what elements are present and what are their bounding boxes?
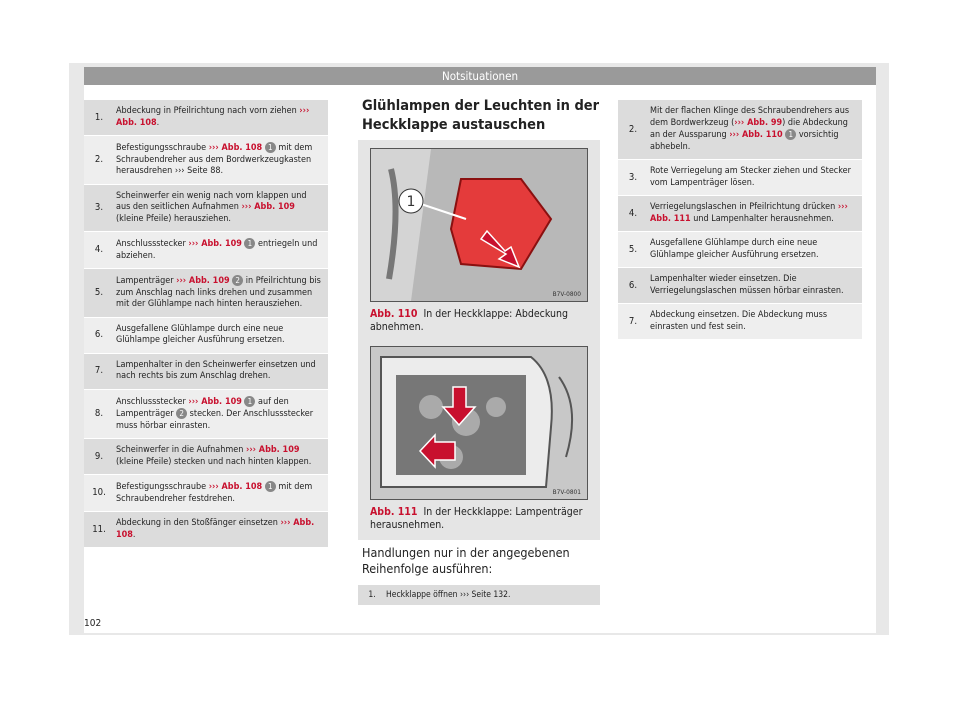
step-text-fragment: mit dem Schraubendreher aus dem Bordwerkzeugkasten herausdrehen ››› Seite 88. bbox=[116, 143, 313, 176]
figure-111-caption-text: In der Heckklappe: Lampenträger herausnehmen. bbox=[370, 506, 583, 531]
lamp-carrier-illustration bbox=[371, 347, 587, 499]
step-text bbox=[114, 475, 328, 511]
step-text bbox=[648, 100, 862, 159]
step-row bbox=[84, 136, 328, 185]
step-row bbox=[618, 232, 862, 268]
step-text bbox=[648, 304, 862, 339]
page-number: 102 bbox=[84, 618, 102, 629]
step-text-fragment: Anschlussstecker bbox=[116, 396, 189, 407]
step-number: 5. bbox=[94, 287, 104, 298]
figure-reference-link[interactable]: ››› Abb. 109 bbox=[188, 396, 242, 407]
step-row bbox=[618, 100, 862, 160]
step-text-fragment: Befestigungsschraube bbox=[116, 482, 209, 492]
figure-reference-link[interactable]: ››› Abb. 109 bbox=[176, 276, 230, 286]
step-row bbox=[618, 160, 862, 196]
step-text-fragment: Scheinwerfer ein wenig nach vorn klappen und aus den seitlichen Aufnahmen bbox=[116, 190, 307, 212]
taillight-cover-illustration bbox=[371, 149, 587, 301]
figure-reference-link[interactable]: ››› Abb. 109 bbox=[241, 202, 295, 212]
step-text bbox=[114, 100, 328, 135]
figure-111-code: B7V-0801 bbox=[552, 488, 581, 496]
step-text bbox=[114, 185, 328, 232]
step-text-fragment: Anschlussstecker bbox=[116, 239, 189, 249]
step-number: 10. bbox=[92, 487, 106, 499]
step-text bbox=[114, 136, 328, 184]
figure-reference-link[interactable]: ››› Abb. 109 bbox=[245, 445, 300, 455]
step-text-fragment: Scheinwerfer in die Aufnahmen bbox=[116, 445, 246, 455]
step-row bbox=[84, 185, 328, 233]
step-text-fragment: Abdeckung in Pfeilrichtung nach vorn ziehen bbox=[116, 106, 300, 116]
figure-reference-link[interactable]: ››› Abb. 108 bbox=[208, 482, 263, 492]
step-text bbox=[114, 439, 328, 474]
figure-reference-link[interactable]: ››› Abb. 108 bbox=[116, 106, 310, 128]
figure-110-label: Abb. 110 bbox=[370, 308, 418, 320]
step-number: 11. bbox=[92, 523, 106, 535]
step-row bbox=[84, 354, 328, 390]
step-number: 7. bbox=[94, 365, 104, 377]
step-text-fragment: Ausgefallene Glühlampe durch eine neue Glühlampe gleicher Ausführung ersetzen. bbox=[650, 238, 819, 260]
left-steps-list bbox=[84, 100, 328, 548]
callout-number: 2 bbox=[176, 408, 187, 419]
step-row bbox=[84, 390, 328, 440]
step-text-fragment: entriegeln und abziehen. bbox=[116, 239, 318, 261]
figure-111-image bbox=[370, 346, 588, 500]
figure-110-image bbox=[370, 148, 588, 302]
step-number: 1. bbox=[94, 111, 104, 123]
step-text-fragment: stecken. Der Anschlussstecker muss hörbar einrasten. bbox=[116, 409, 314, 431]
step-text-fragment: Verriegelungslaschen in Pfeilrichtung drücken bbox=[650, 202, 838, 212]
section-title: Glühlampen der Leuchten in der Heckklappe austauschen bbox=[362, 97, 600, 143]
step-number: 3. bbox=[94, 202, 104, 213]
callout-number: 1 bbox=[244, 238, 255, 249]
step-text-fragment: Befestigungsschraube bbox=[116, 143, 209, 153]
step-number: 2. bbox=[628, 123, 638, 135]
step-text bbox=[114, 232, 328, 268]
right-steps-list bbox=[618, 100, 862, 340]
step-row bbox=[84, 269, 328, 318]
step-number: 4. bbox=[94, 244, 104, 256]
step-text-fragment: ) die Abdeckung an der Aussparung bbox=[650, 117, 848, 140]
figure-reference-link[interactable]: ››› Abb. 109 bbox=[188, 239, 242, 249]
step-number: 3. bbox=[628, 171, 638, 183]
step-number: 5. bbox=[628, 243, 638, 255]
step-text-fragment: . bbox=[132, 529, 136, 540]
step-text bbox=[114, 354, 328, 389]
step-text bbox=[648, 196, 862, 231]
step-row bbox=[84, 439, 328, 475]
step-text-fragment: in Pfeilrichtung bis zum Anschlag nach links drehen und zusammen mit der Glühlampe nach hinten herausziehen. bbox=[116, 276, 321, 309]
step-text-fragment: mit dem Schraubendreher festdrehen. bbox=[116, 482, 313, 504]
step-row bbox=[84, 475, 328, 512]
step-1-text: Heckklappe öffnen ››› Seite 132. bbox=[386, 590, 511, 600]
callout-number: 2 bbox=[232, 275, 243, 286]
figure-110-caption-text: In der Heckklappe: Abdeckung abnehmen. bbox=[370, 308, 568, 333]
step-number: 2. bbox=[94, 154, 104, 165]
callout-number: 1 bbox=[265, 481, 276, 492]
step-text-fragment: Ausgefallene Glühlampe durch eine neue Glühlampe gleicher Ausführung ersetzen. bbox=[116, 323, 285, 345]
step-text-fragment: (kleine Pfeile) stecken und nach hinten klappen. bbox=[116, 456, 312, 467]
callout-number: 1 bbox=[265, 142, 276, 153]
step-number: 7. bbox=[628, 315, 638, 327]
step-text-fragment: Rote Verriegelung am Stecker ziehen und Stecker vom Lampenträger lösen. bbox=[650, 166, 851, 188]
figure-reference-link[interactable]: ››› Abb. 110 bbox=[729, 130, 783, 140]
step-text-fragment: vorsichtig abhebeln. bbox=[650, 130, 839, 152]
figure-reference-link[interactable]: ››› Abb. 108 bbox=[208, 143, 263, 153]
step-row bbox=[84, 318, 328, 354]
step-text bbox=[648, 160, 862, 195]
figure-110-code: B7V-0800 bbox=[552, 290, 581, 298]
step-text-fragment: und Lampenhalter herausnehmen. bbox=[690, 213, 834, 224]
step-text-fragment: Lampenhalter wieder einsetzen. Die Verriegelungslaschen müssen hörbar einrasten. bbox=[650, 274, 844, 296]
figure-110-marker: 1 bbox=[406, 194, 416, 210]
figure-111-label: Abb. 111 bbox=[370, 506, 418, 518]
figure-111-caption bbox=[358, 500, 600, 540]
step-row bbox=[84, 512, 328, 548]
step-text-fragment: Abdeckung einsetzen. Die Abdeckung muss einrasten und fest sein. bbox=[650, 310, 828, 332]
step-text bbox=[114, 318, 328, 353]
step-text-fragment: (kleine Pfeile) herausziehen. bbox=[116, 213, 232, 224]
figure-reference-link[interactable]: ››› Abb. 111 bbox=[650, 202, 848, 224]
step-text-fragment: Lampenträger bbox=[116, 276, 177, 286]
step-number: 8. bbox=[94, 408, 104, 419]
step-text bbox=[114, 269, 328, 317]
figure-110-caption bbox=[358, 302, 600, 342]
step-number: 6. bbox=[94, 329, 104, 341]
section-header: Notsituationen bbox=[84, 67, 876, 85]
step-text-fragment: Lampenhalter in den Scheinwerfer einsetzen und nach rechts bis zum Anschlag drehen. bbox=[116, 359, 316, 381]
step-row bbox=[84, 100, 328, 136]
step-text bbox=[648, 232, 862, 267]
figure-reference-link[interactable]: ››› Abb. 99 bbox=[734, 117, 783, 128]
step-text-fragment: . bbox=[156, 117, 160, 128]
step-row bbox=[84, 232, 328, 269]
step-1-number: 1. bbox=[368, 590, 376, 600]
step-1 bbox=[358, 585, 600, 605]
step-text bbox=[114, 390, 328, 439]
step-text bbox=[114, 512, 328, 547]
step-text-fragment: auf den Lampenträger bbox=[116, 396, 289, 419]
figure-110 bbox=[358, 140, 600, 342]
step-number: 6. bbox=[628, 279, 638, 291]
step-row bbox=[618, 268, 862, 304]
step-number: 4. bbox=[628, 207, 638, 219]
instruction-note: Handlungen nur in der angegebenen Reihenfolge ausführen: bbox=[362, 545, 570, 576]
step-row bbox=[618, 304, 862, 340]
callout-number: 1 bbox=[244, 396, 255, 407]
step-text bbox=[648, 268, 862, 303]
step-text-fragment: Abdeckung in den Stoßfänger einsetzen bbox=[116, 518, 281, 528]
step-number: 9. bbox=[94, 450, 104, 462]
figure-111 bbox=[358, 338, 600, 540]
step-row bbox=[618, 196, 862, 232]
callout-number: 1 bbox=[785, 129, 796, 140]
step-text-fragment: Mit der flachen Klinge des Schraubendrehers aus dem Bordwerkzeug ( bbox=[650, 106, 850, 128]
figure-reference-link[interactable]: ››› Abb. 108 bbox=[116, 518, 315, 540]
